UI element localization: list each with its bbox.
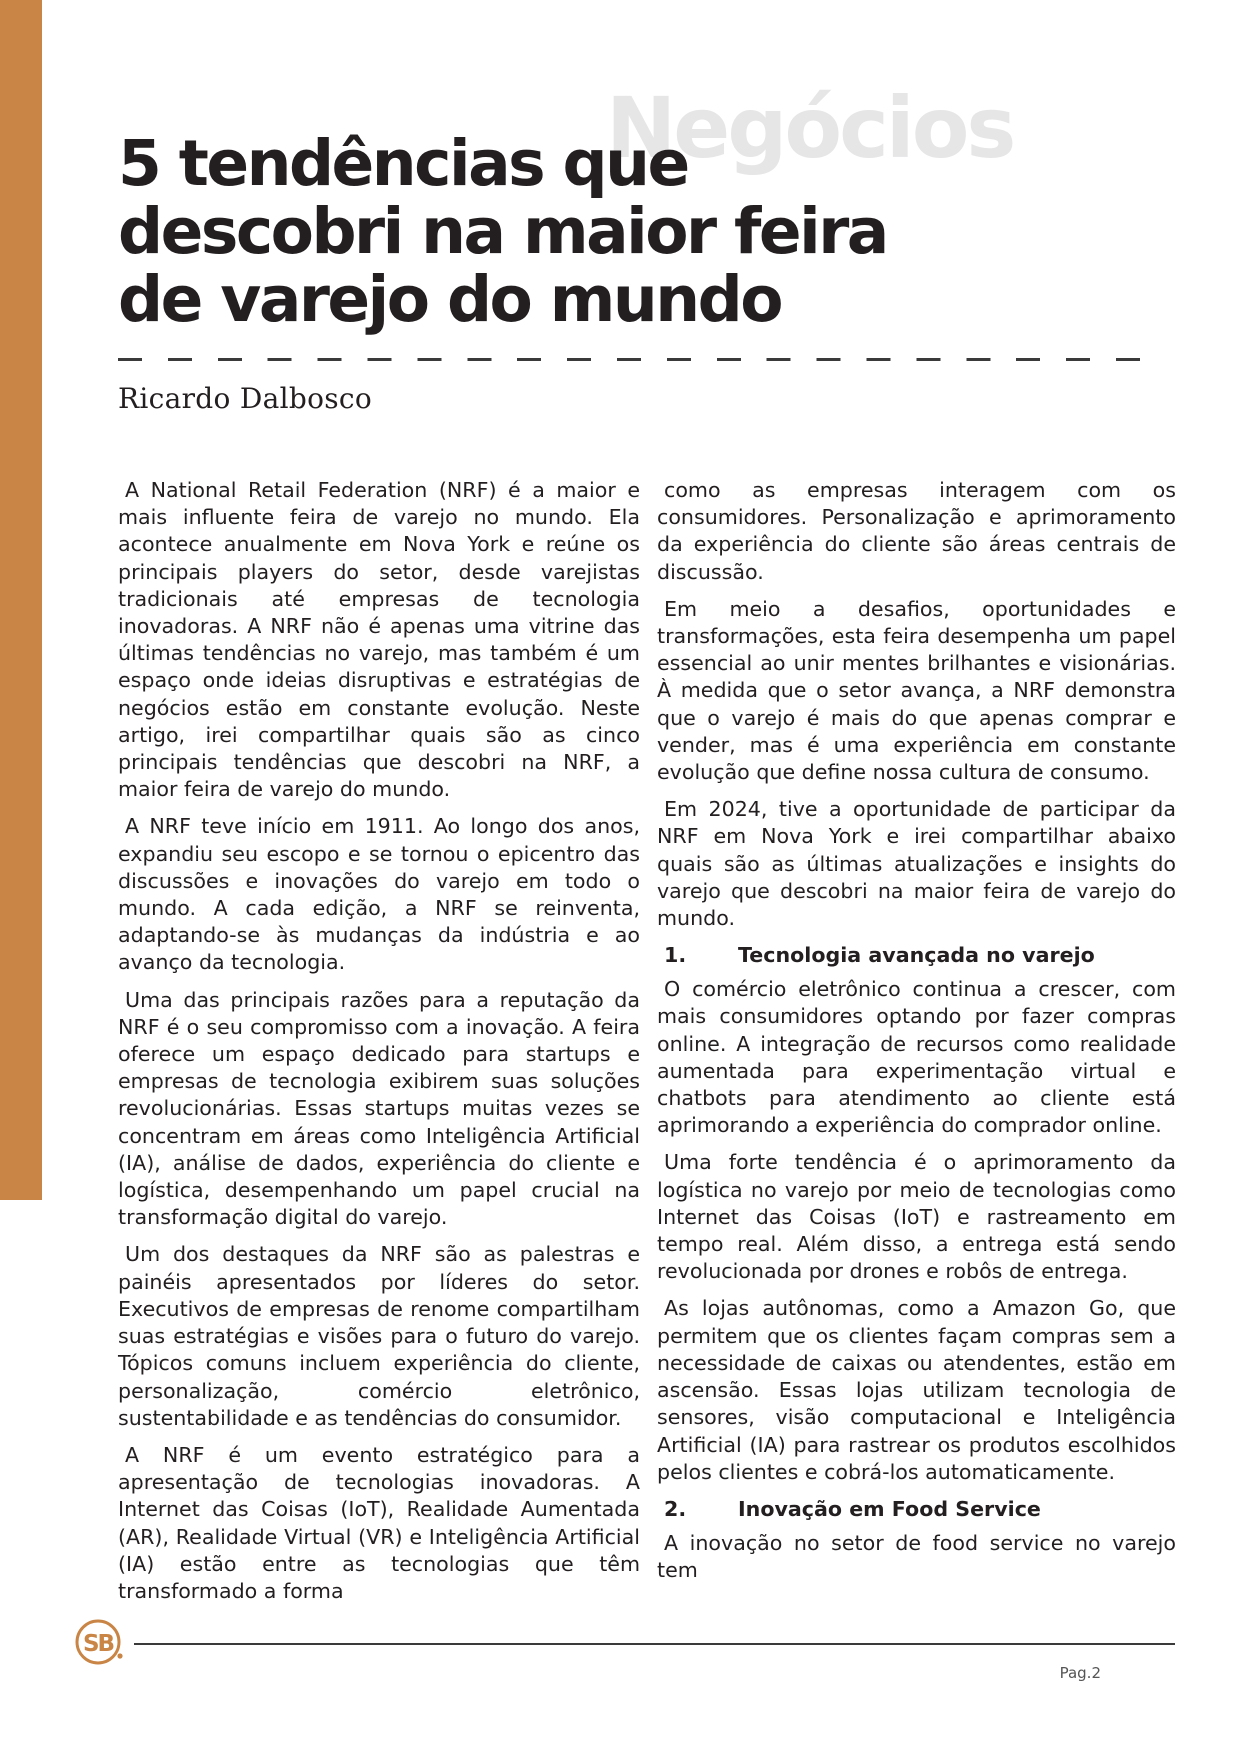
paragraph: O comércio eletrônico continua a crescer, com mais consumidores optando por fazer compras online. A integração de recursos como realidade aumentada para experimentação virtual e chatbots para atendimento ao cliente está aprimorando a experiência do comprador online. [657, 977, 1176, 1138]
right-column [657, 477, 1176, 1594]
paragraph: A inovação no setor de food service no varejo tem [657, 1530, 1176, 1583]
logo-text: SB [82, 1631, 114, 1657]
paragraph: Uma forte tendência é o aprimoramento da logística no varejo por meio de tecnologias como Internet das Coisas (IoT) e rastreamento em tempo real. Além disso, a entrega está sendo revolucionada por drones e robôs de entrega. [657, 1150, 1176, 1284]
sb-logo-icon [74, 1616, 126, 1668]
section-watermark: Negócios [606, 79, 1014, 177]
footer-rule [134, 1643, 1175, 1645]
paragraph: As lojas autônomas, como a Amazon Go, que permitem que os clientes façam compras sem a necessidade de caixas ou atendentes, estão em ascensão. Essas lojas utilizam tecnologia de sensores, visão computacional e Inteligência Artificial (IA) para rastrear os produtos escolhidos pelos clientes e cobrá-los automaticamente. [657, 1296, 1176, 1484]
section-number: 1. [664, 943, 687, 968]
left-column [118, 477, 640, 1615]
section-number: 2. [664, 1496, 687, 1521]
paragraph: como as empresas interagem com os consumidores. Personalização e aprimoramento da experiência do cliente são áreas centrais de discussão. [657, 478, 1176, 584]
section-title: Inovação em Food Service [738, 1496, 1041, 1521]
paragraph: Em meio a desafios, oportunidades e transformações, esta feira desempenha um papel essencial ao unir mentes brilhantes e visionárias. À medida que o setor avança, a NRF demonstra que o varejo é mais do que apenas comprar e vender, mas é uma experiência em constante evolução que define nossa cultura de consumo. [657, 596, 1176, 785]
paragraph: Um dos destaques da NRF são as palestras e painéis apresentados por líderes do setor. Executivos de empresas de renome compartilham suas estratégias e visões para o futuro do varejo. Tópicos comuns incluem experiência do cliente, personalização, comércio eletrônico, sustentabilidade e as tendências do consumidor. [118, 1242, 640, 1430]
paragraph: Em 2024, tive a oportunidade de participar da NRF em Nova York e irei compartilhar abaixo quais são as últimas atualizações e insights do varejo que descobri na maior feira de varejo do mundo. [657, 797, 1176, 931]
dashed-divider [118, 358, 1150, 361]
paragraph: A NRF teve início em 1911. Ao longo dos anos, expandiu seu escopo e se tornou o epicentro das discussões e inovações do varejo em todo o mundo. A cada edição, a NRF se reinventa, adaptando-se às mudanças da indústria e ao avanço da tecnologia. [118, 814, 640, 975]
section-heading-1 [657, 942, 1176, 969]
title-line: descobri na maior feira [118, 195, 887, 268]
section-heading-2 [657, 1496, 1176, 1523]
title-line: 5 tendências que [118, 127, 688, 200]
paragraph: A National Retail Federation (NRF) é a maior e mais influente feira de varejo no mundo. Ela acontece anualmente em Nova York e reúne os principais players do setor, desde varejistas tradicionais até empresas de tecnologia inovadoras. A NRF não é apenas uma vitrine das últimas tendências no varejo, mas também é um espaço onde ideias disruptivas e estratégias de negócios estão em constante evolução. Neste artigo, irei compartilhar quais são as cinco principais tendências que descobri na NRF, a maior feira de varejo do mundo. [118, 478, 640, 802]
article-title [118, 127, 998, 336]
side-accent-bar [0, 0, 42, 1200]
section-title: Tecnologia avançada no varejo [738, 943, 1095, 968]
author-name: Ricardo Dalbosco [118, 382, 373, 415]
paragraph: Uma das principais razões para a reputação da NRF é o seu compromisso com a inovação. A feira oferece um espaço dedicado para startups e empresas de tecnologia exibirem suas soluções revolucionárias. Essas startups muitas vezes se concentram em áreas como Inteligência Artificial (IA), análise de dados, experiência do cliente e logística, desempenhando um papel crucial na transformação digital do varejo. [118, 987, 640, 1230]
page-number: Pag.2 [1059, 1664, 1101, 1682]
title-line: de varejo do mundo [118, 263, 781, 336]
paragraph: A NRF é um evento estratégico para a apresentação de tecnologias inovadoras. A Internet das Coisas (IoT), Realidade Aumentada (AR), Realidade Virtual (VR) e Inteligência Artificial (IA) estão entre as tecnologias que têm transformado a forma [118, 1442, 640, 1603]
